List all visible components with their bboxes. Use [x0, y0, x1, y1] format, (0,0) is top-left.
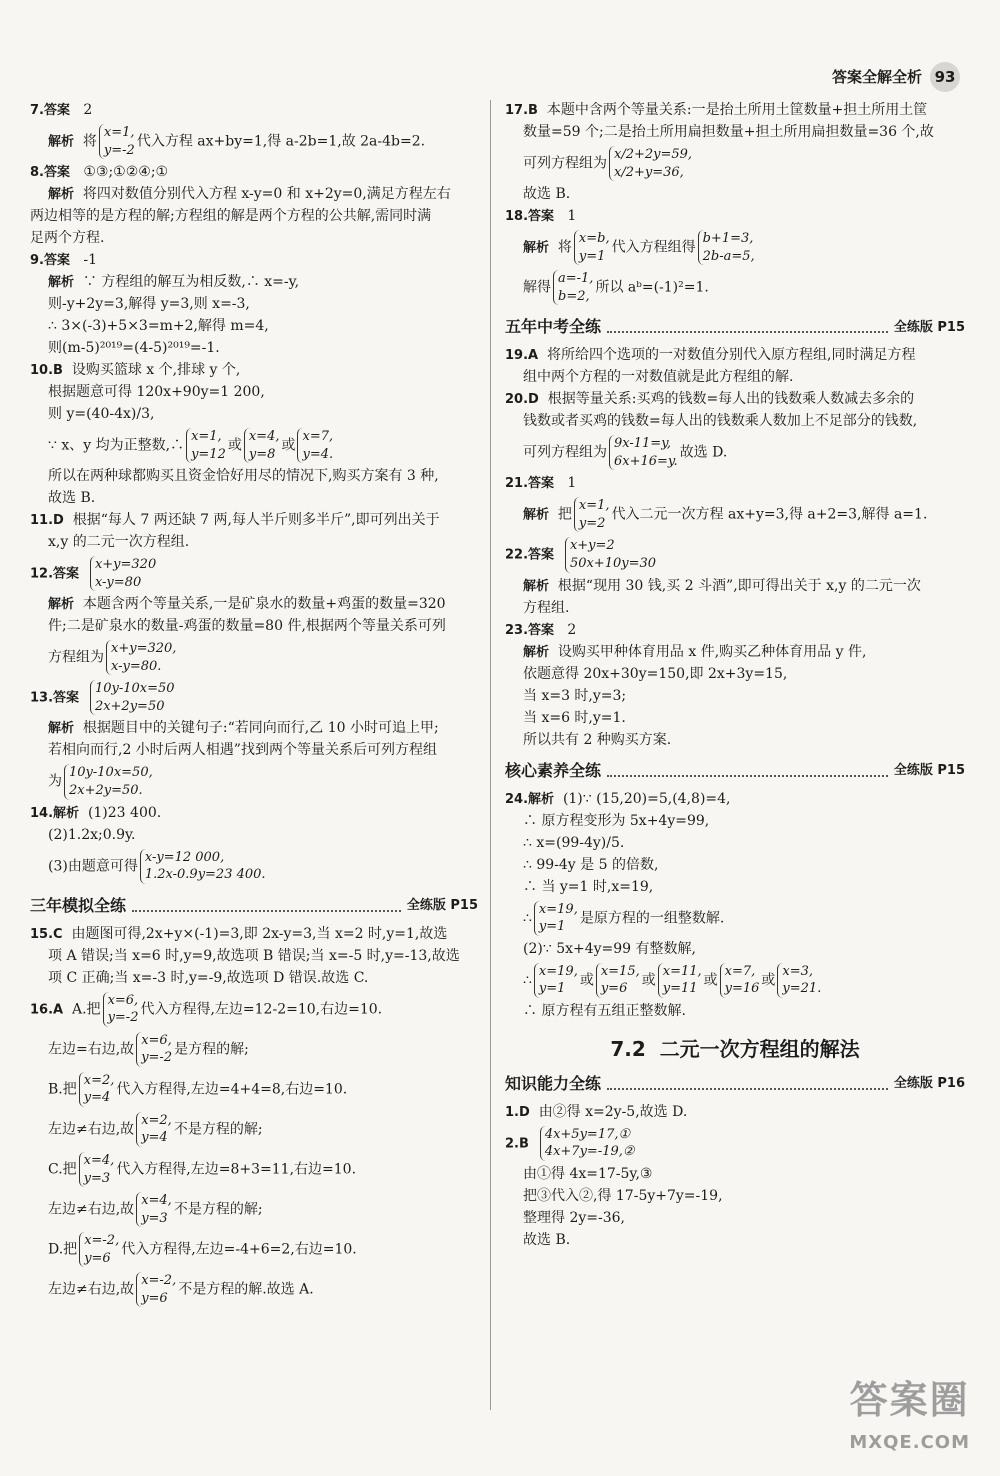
- equation-system: x=11, y=11: [658, 963, 702, 998]
- equation-system: 4x+5y=17,① 4x+7y=-19,②: [540, 1126, 635, 1161]
- text-line: 方程组为x+y=320, x-y=80.: [48, 641, 177, 674]
- text-line: 若相向而行,2 小时后两人相遇”找到两个等量关系后可列方程组: [48, 742, 437, 759]
- q8-answer: 8.答案 ①③;①②④;①: [30, 164, 169, 181]
- q15: 15.C 由题图可得,2x+y×(-1)=3,即 2x-y=3,当 x=2 时,y=1,故选: [30, 925, 448, 942]
- equation-system: x/2+2y=59, x/2+y=36,: [609, 146, 692, 181]
- text-line: ∴ 3×(-3)+5×3=m+2,解得 m=4,: [48, 318, 269, 335]
- text-line: B.把x=2, y=4代入方程得,左边=4+4=8,右边=10.: [48, 1072, 348, 1106]
- text-line: 左边=右边,故x=6, y=-2是方程的解;: [48, 1032, 249, 1066]
- text-line: 件;二是矿泉水的数量-鸡蛋的数量=80 件,根据两个等量关系可列: [48, 618, 446, 635]
- text-line: 数量=59 个;二是抬土所用扁担数量+担土所用扁担数量=36 个,故: [523, 124, 934, 140]
- text-line: 依题意得 20x+30y=150,即 2x+3y=15,: [523, 665, 788, 682]
- section-core: 核心素养全练 全练版 P15: [505, 760, 965, 780]
- k2: 2.B 4x+5y=17,① 4x+7y=-19,②: [505, 1126, 635, 1160]
- equation-system: x=19, y=1: [534, 963, 578, 998]
- q18-answer: 18.答案 1: [505, 208, 577, 225]
- q21-analysis: 解析 把x=1, y=2代入二元一次方程 ax+y=3,得 a+2=3,解得 a=1.: [523, 498, 928, 531]
- left-column: [30, 100, 478, 1310]
- section-knowledge: 知识能力全练 全练版 P16: [505, 1073, 965, 1093]
- text-line: D.把x=-2, y=6代入方程得,左边=-4+6=2,右边=10.: [48, 1233, 357, 1266]
- header-title: 答案全解全析: [831, 67, 922, 86]
- q9-answer: 9.答案 -1: [30, 252, 97, 269]
- text-line: x,y 的二元一次方程组.: [48, 534, 190, 551]
- text-line: ∵ x、y 均为正整数,∴x=1, y=12或x=4, y=8或x=7, y=4.: [48, 429, 334, 462]
- q11: 11.D 根据“每人 7 两还缺 7 两,每人半斤则多半斤”,即可列出关于: [30, 512, 440, 529]
- q13-answer: 13.答案 10y-10x=50 2x+2y=50: [30, 681, 175, 714]
- equation-system: x=4, y=3: [79, 1152, 115, 1187]
- q22-answer: 22.答案 x+y=2 50x+10y=30: [505, 538, 657, 572]
- equation-system: x=7, y=4.: [297, 428, 333, 463]
- equation-system: x+y=320, x-y=80.: [106, 640, 176, 675]
- text-line: 故选 B.: [523, 186, 571, 203]
- text-line: 钱数或者买鸡的钱数=每人出的钱数乘人数加上不足部分的钱数,: [523, 413, 918, 430]
- equation-system: x=1, y=-2: [99, 124, 135, 159]
- text-line: (2)1.2x;0.9y.: [48, 826, 136, 843]
- equation-system: x=6, y=-2: [136, 1032, 172, 1067]
- equation-system: x=-2, y=6: [136, 1272, 176, 1307]
- q19: 19.A 将所给四个选项的一对数值分别代入原方程组,同时满足方程: [505, 347, 916, 364]
- text-line: ∴x=19, y=1是原方程的一组整数解.: [523, 901, 725, 935]
- text-line: 故选 B.: [48, 490, 96, 507]
- text-line: 整理得 2y=-36,: [523, 1209, 625, 1226]
- equation-system: b+1=3, 2b-a=5,: [698, 230, 755, 265]
- q14: 14.解析 (1)23 400.: [30, 804, 162, 821]
- text-line: 可列方程组为9x-11=y, 6x+16=y.故选 D.: [523, 436, 728, 469]
- text-line: ∴ 99-4y 是 5 的倍数,: [523, 856, 659, 873]
- equation-system: x=4, y=3: [136, 1192, 172, 1227]
- text-line: 当 x=3 时,y=3;: [523, 687, 627, 704]
- text-line: 左边≠右边,故x=2, y=4不是方程的解;: [48, 1112, 263, 1146]
- equation-system: x=15, y=6: [596, 963, 640, 998]
- equation-system: x=7, y=16: [720, 963, 760, 998]
- text-line: 左边≠右边,故x=-2, y=6不是方程的解.故选 A.: [48, 1273, 314, 1306]
- text-line: 由①得 4x=17-5y,③: [523, 1165, 653, 1182]
- text-line: ∴x=19, y=1或x=15, y=6或x=11, y=11或x=7, y=16或x=3, y=21.: [523, 963, 822, 997]
- q20: 20.D 根据等量关系:买鸡的钱数=每人出的钱数乘人数减去多余的: [505, 391, 915, 408]
- equation-system: x=19, y=1: [534, 901, 578, 936]
- text-line: 解得a=-1, b=2,所以 aᵇ=(-1)²=1.: [523, 271, 709, 304]
- text-line: 则-y+2y=3,解得 y=3,则 x=-3,: [48, 296, 250, 313]
- q18-analysis: 解析 将x=b, y=1代入方程组得b+1=3, 2b-a=5,: [523, 231, 755, 264]
- equation-system: x=1, y=2: [574, 497, 610, 532]
- equation-system: x=-2, y=6: [79, 1232, 119, 1267]
- text-line: ∴ 当 y=1 时,x=19,: [523, 878, 654, 895]
- q22-analysis: 解析 根据“现用 30 钱,买 2 斗酒”,即可得出关于 x,y 的二元一次: [523, 577, 921, 594]
- q17: 17.B 本题中含两个等量关系:一是抬土所用土筐数量+担土所用土筐: [505, 102, 928, 118]
- text-line: (3)由题意可得x-y=12 000, 1.2x-0.9y=23 400.: [48, 849, 266, 883]
- equation-system: x=b, y=1: [574, 230, 610, 265]
- text-line: 方程组.: [523, 599, 570, 616]
- equation-system: 10y-10x=50 2x+2y=50: [90, 680, 175, 715]
- q7-analysis: 解析 将x=1, y=-2代入方程 ax+by=1,得 a-2b=1,故 2a-4b=2.: [48, 125, 426, 158]
- section-three-year: 三年模拟全练 全练版 P15: [30, 895, 478, 915]
- text-line: 故选 B.: [523, 1231, 571, 1248]
- q23-analysis: 解析 设购买甲种体育用品 x 件,购买乙种体育用品 y 件,: [523, 643, 867, 660]
- equation-system: x=6, y=-2: [103, 992, 139, 1027]
- text-line: ∴ 原方程有五组正整数解.: [523, 1002, 686, 1019]
- page-number: 93: [930, 62, 960, 92]
- text-line: (2)∵ 5x+4y=99 有整数解,: [523, 940, 696, 957]
- q13-analysis: 解析 根据题目中的关键句子:“若同向而行,乙 10 小时可追上甲;: [48, 720, 439, 737]
- q16: 16.A A.把x=6, y=-2代入方程得,左边=12-2=10,右边=10.: [30, 992, 383, 1026]
- q23-answer: 23.答案 2: [505, 621, 577, 638]
- q12-analysis: 解析 本题含两个等量关系,一是矿泉水的数量+鸡蛋的数量=320: [48, 596, 446, 613]
- q8-analysis: 解析 将四对数值分别代入方程 x-y=0 和 x+2y=0,满足方程左右: [48, 186, 451, 203]
- text-line: 两边相等的是方程的解;方程组的解是两个方程的公共解,需同时满: [30, 208, 432, 225]
- chapter-title: 7.2 二元一次方程组的解法: [610, 1036, 860, 1061]
- q10: 10.B 设购买篮球 x 个,排球 y 个,: [30, 362, 241, 379]
- text-line: 足两个方程.: [30, 230, 105, 247]
- section-five-year: 五年中考全练 全练版 P15: [505, 317, 965, 337]
- watermark-logo: 答案圈 MXQE.COM: [849, 1378, 970, 1453]
- text-line: 则(m-5)²⁰¹⁹=(4-5)²⁰¹⁹=-1.: [48, 340, 220, 357]
- text-line: 所以在两种球都购买且资金恰好用尽的情况下,购买方案有 3 种,: [48, 468, 439, 485]
- text-line: 所以共有 2 种购买方案.: [523, 731, 672, 748]
- equation-system: 10y-10x=50, 2x+2y=50.: [64, 764, 153, 799]
- equation-system: x=1, y=12: [186, 428, 226, 463]
- text-line: 根据题意可得 120x+90y=1 200,: [48, 384, 265, 401]
- equation-system: x=3, y=21.: [777, 963, 821, 998]
- text-line: ∴ 原方程变形为 5x+4y=99,: [523, 812, 710, 829]
- equation-system: x+y=320 x-y=80: [90, 556, 156, 591]
- text-line: 左边≠右边,故x=4, y=3不是方程的解;: [48, 1193, 263, 1226]
- text-line: 组中两个方程的一对数值就是此方程组的解.: [523, 369, 794, 386]
- text-line: C.把x=4, y=3代入方程得,左边=8+3=11,右边=10.: [48, 1153, 357, 1186]
- text-line: 为10y-10x=50, 2x+2y=50.: [48, 765, 153, 799]
- equation-system: 9x-11=y, 6x+16=y.: [609, 435, 678, 470]
- equation-system: x=2, y=4: [136, 1112, 172, 1147]
- equation-system: x=4, y=8: [244, 428, 280, 463]
- page-header: [832, 62, 960, 92]
- q9-analysis: 解析 ∵ 方程组的解互为相反数,∴ x=-y,: [48, 274, 300, 291]
- right-column: [505, 100, 965, 1252]
- q12-answer: 12.答案 x+y=320 x-y=80: [30, 557, 157, 590]
- text-line: 项 A 错误;当 x=6 时,y=9,故选项 B 错误;当 x=-5 时,y=-13,故选: [48, 947, 460, 964]
- text-line: 项 C 正确;当 x=-3 时,y=-9,故选项 D 错误.故选 C.: [48, 969, 369, 986]
- k1: 1.D 由②得 x=2y-5,故选 D.: [505, 1103, 688, 1120]
- equation-system: x+y=2 50x+10y=30: [565, 537, 656, 572]
- text-line: 可列方程组为x/2+2y=59, x/2+y=36,: [523, 147, 693, 180]
- q24: 24.解析 (1)∵ (15,20)=5,(4,8)=4,: [505, 790, 731, 807]
- q7-answer: 7.答案 2: [30, 102, 93, 118]
- equation-system: a=-1, b=2,: [553, 270, 593, 305]
- text-line: 当 x=6 时,y=1.: [523, 709, 626, 726]
- text-line: 把③代入②,得 17-5y+7y=-19,: [523, 1187, 723, 1204]
- q21-answer: 21.答案 1: [505, 475, 577, 492]
- equation-system: x=2, y=4: [79, 1072, 115, 1107]
- text-line: ∴ x=(99-4y)/5.: [523, 834, 625, 851]
- equation-system: x-y=12 000, 1.2x-0.9y=23 400.: [140, 849, 266, 884]
- text-line: 则 y=(40-4x)/3,: [48, 406, 155, 423]
- column-divider: [490, 100, 491, 1410]
